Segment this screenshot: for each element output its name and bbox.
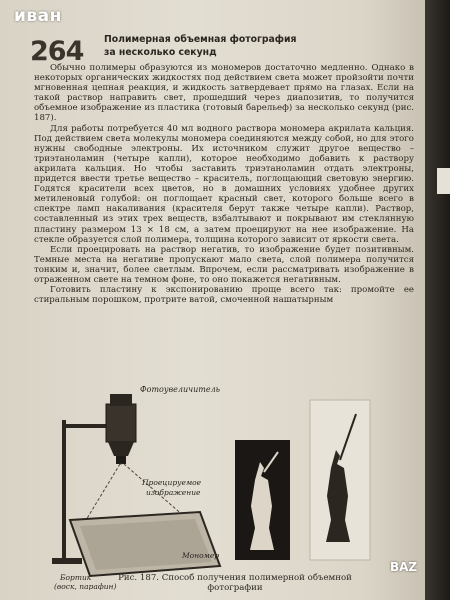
watermark-text: иван (14, 6, 62, 26)
label-enlarger: Фотоувеличитель (140, 385, 221, 394)
label-projected-line1: Проецируемое (142, 478, 202, 487)
paragraph-4: Готовить пластину к экспонированию проще всего так: промойте ее стиральным порошком, протрите ватой, смоченной нашатырным (34, 285, 414, 306)
paragraph-1: Обычно полимеры образуются из мономеров достаточно медленно. Однако в некоторых органических жидкостях под действием света может пройзойти почти мгновенная цепная реакция, и жидкость затвердевает прямо на глазах. Если на такой раствор направить свет, прошедший через диапозитив, то получится объемное изображение из пластика (готовый барельеф) за несколько секунд (рис. 187). (34, 63, 414, 124)
label-monomer: Мономер (182, 551, 220, 560)
caption-line-1: Рис. 187. Способ получения полимерной объемной (118, 573, 352, 583)
enlarger-arm (64, 424, 108, 428)
label-frame-line1: Бортик (60, 573, 92, 582)
caption-line-2: фотографии (207, 583, 263, 593)
label-projected-line2: изображение (146, 488, 201, 497)
body-text (34, 63, 414, 305)
label-frame-line2: (воск, парафин) (54, 582, 117, 590)
page-number: 264 (30, 36, 84, 67)
enlarger-column (62, 420, 66, 560)
next-page-edge (437, 168, 450, 194)
overlay-logo: BAZ (390, 560, 418, 574)
enlarger-lens (116, 456, 126, 464)
figure-187 (50, 380, 380, 590)
heading-line-1: Полимерная объемная фотография (104, 34, 297, 45)
book-spine (425, 0, 450, 600)
heading-line-2: за несколько секунд (104, 47, 217, 58)
enlarger-base (52, 558, 82, 564)
projected-image-area (80, 519, 212, 570)
paragraph-3: Если проецировать на раствор негатив, то изображение будет позитивным. Темные места на негативе пропускают мало света, слой полимера получится тонким и, значит, более светлым. Впрочем, если рассматривать изображение в отраженном свете на темном фоне, то оно покажется негативным. (34, 244, 414, 285)
paragraph-2: Для работы потребуется 40 мл водного раствора мономера акрилата кальция. Под действием света молекулы мономера соединяются между собой, но для этого нужны свободные электроны. Их источником служит другое вещество – триэтаноламин (четыре капли), которое необходимо добавить к раствору акрилата кальция. Но чтобы заставить триэтаноламин отдать электроны, придется ввести третье вещество – краситель, поглощающий световую энергию. Годятся красители всех цветов, но в домашних условиях удобнее других метиленовый голубой: он поглощает красный свет, которого больше всего в спектре ламп накаливания (красителя берут также четыре капли). Раствор, составленный из этих трех веществ, взбалтывают и покрывают им стеклянную пластину размером 13 × 18 см, а затем проецируют на нее изображение. На стекле образуется слой полимера, толщина которого зависит от яркости света. (34, 123, 414, 245)
figure-caption (85, 573, 385, 593)
enlarger-bellows (108, 442, 134, 456)
enlarger-head (106, 404, 136, 442)
enlarger-lamp-housing (110, 394, 132, 406)
section-heading (104, 33, 324, 59)
